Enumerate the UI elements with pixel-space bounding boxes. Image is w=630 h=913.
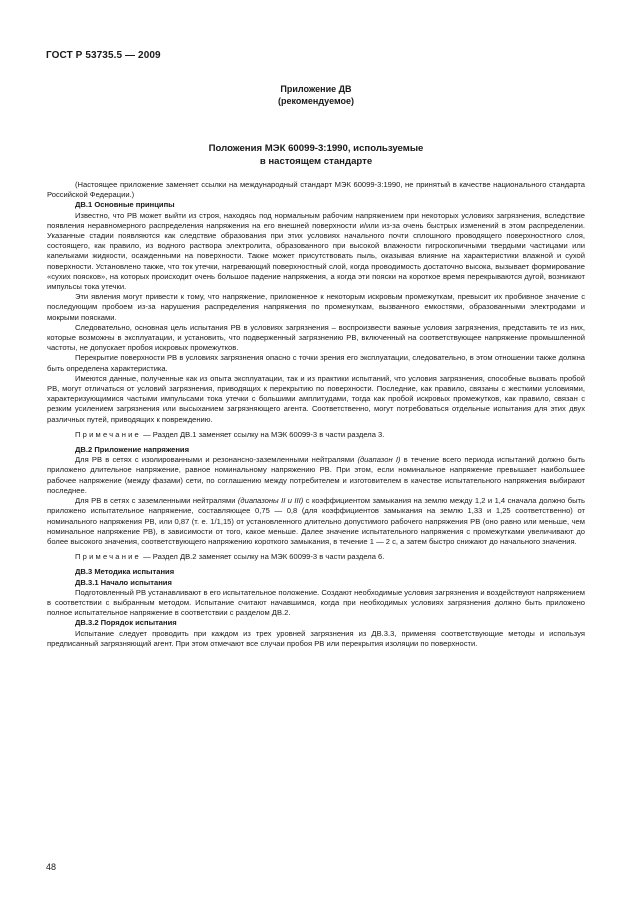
section-heading-db1: ДВ.1 Основные принципы xyxy=(75,200,175,210)
standard-code: ГОСТ Р 53735.5 — 2009 xyxy=(46,50,161,61)
annex-title-line-1: Положения МЭК 60099-3:1990, используемые xyxy=(208,143,424,154)
section-heading-db3: ДВ.3 Методика испытания xyxy=(75,567,175,577)
annex-type: (рекомендуемое) xyxy=(278,96,354,106)
note-text: — Раздел ДВ.1 заменяет ссылку на МЭК 60099-3 в части раздела 3. xyxy=(140,429,385,439)
paragraph xyxy=(47,496,585,547)
document-body xyxy=(47,180,585,649)
subsection-heading-db3-1: ДВ.3.1 Начало испытания xyxy=(75,577,172,587)
text-run: в течение всего периода испытаний должно быть приложено длительное напряжение, равное номинальному напряжению РВ. При этом, если номинальное напряжение превышает наибольшее рабочее напряжение (между фазами) сети, по соглашению между потребителем и изготовителем в качестве испытательного напряжения выбирают последнее. xyxy=(47,455,586,495)
note-label: Примечание xyxy=(75,552,141,562)
note-text: — Раздел ДВ.2 заменяет ссылку на МЭК 60099-3 в части раздела 6. xyxy=(140,552,385,562)
subsection-heading-db3-2: ДВ.3.2 Порядок испытания xyxy=(75,618,177,628)
page-number: 48 xyxy=(46,862,57,872)
text-run: с коэффициентом замыкания на землю между 1,2 и 1,4 сначала должно быть приложено испытательное напряжение, составляющее 0,75 — 0,8 (для коэффициентов замыкания на землю 1,33 и 1,25 соответственно) от номинального напряжения РВ, или 0,87 (т. е. 1/1,15) от установленного длительно допустимого рабочего напряжения РВ (оно равно или меньше, чем номинальное напряжение РВ), в зависимости от того, какое меньше. Далее значение испытательного напряжения с промежутками увеличивают до более высокого значения, соответствующего напряжению короткого замыкания, в течение 1 — 2 с, а затем быстро снижают до начального значения. xyxy=(47,496,585,546)
paragraph: Известно, что РВ может выйти из строя, находясь под нормальным рабочим напряжением при некоторых условиях загрязнения, вследствие появления неравномерного распределения напряжения на его внешней поверхности и/или из-за очень быстрых изменений в этом распределении. Указанные стадии появляются как следствие образования при этих условиях начального почти сплошного проводящего поверхностного слоя, состоящего, как правило, из водного раствора электролита, образованного при высокой влажности гигроскопичными твердыми частицами или капельками жидкости, осажденными на поверхности. Также может присутствовать пыль, оказывая влияние на характеристики влажной и сухой поверхности. Установлено также, что ток утечки, нагревающий поверхностный слой, когда проводимость достаточно высока, вызывает формирование «сухих поясков», на которых происходит очень большое падение напряжения, а когда эти пояски на короткое время перекрываются дугой, возникают импульсы тока утечки. xyxy=(47,210,585,292)
note-label: Примечание xyxy=(75,429,141,439)
range-italic: (диапазоны II и III) xyxy=(237,496,304,506)
annex-label: Приложение ДВ xyxy=(280,84,352,94)
intro-paragraph: (Настоящее приложение заменяет ссылки на международный стандарт МЭК 60099-3:1990, не принятый в качестве национального стандарта Российской Федерации.) xyxy=(47,180,585,200)
paragraph: Перекрытие поверхности РВ в условиях загрязнения опасно с точки зрения его эксплуатации, следовательно, в этом отношении также должна быть определена характеристика. xyxy=(47,353,585,373)
note-db2 xyxy=(47,552,585,562)
text-run: Для РВ в сетях с заземленными нейтралями xyxy=(75,496,238,506)
annex-title xyxy=(46,142,586,168)
paragraph xyxy=(47,455,585,496)
paragraph: Эти явления могут привести к тому, что напряжение, приложенное к некоторым искровым промежуткам, превысит их пробивное значение с последующим пробоем из-за нарушения распределения напряжения по промежуткам, вызванного емкостями, образованными электродами и мокрыми поясками. xyxy=(47,292,585,322)
range-italic: (диапазон I) xyxy=(357,455,401,465)
section-heading-db2: ДВ.2 Приложение напряжения xyxy=(75,445,190,455)
paragraph: Имеются данные, полученные как из опыта эксплуатации, так и из практики испытаний, что условия загрязнения, способные вызвать пробой РВ, могут отличаться от условий загрязнения, приводящих к перекрытию по поверхности. Последние, как правило, связаны с жесткими условиями, характеризующимися частыми импульсами тока утечки с большими амплитудами, тогда как пробой искровых промежутков, как правило, связан с резким усилением загрязнения или высыханием загрязняющего агента. Соответственно, могут потребоваться отдельные испытания для этих двух различных путей, приводящих к повреждению. xyxy=(47,373,585,424)
note-db1 xyxy=(47,430,585,440)
annex-heading xyxy=(46,83,586,107)
paragraph: Испытание следует проводить при каждом из трех уровней загрязнения из ДВ.3.3, применяя соответствующие методы и используя предписанный загрязняющий агент. При этом отмечают все случаи пробоя РВ или перекрытия изоляции по поверхности. xyxy=(47,628,585,648)
paragraph: Следовательно, основная цель испытания РВ в условиях загрязнения – воспроизвести важные условия загрязнения, представить те из них, которые возможны в эксплуатации, и установить, что подверженный загрязнению РВ, включенный на соответствующее напряжение промышленной частоты, не допускает пробоя искровых промежутков. xyxy=(47,322,585,353)
paragraph: Подготовленный РВ устанавливают в его испытательное положение. Создают необходимые условия загрязнения и воздействуют напряжением в соответствии с выбранным методом. Испытание считают начавшимся, когда при необходимых условиях загрязнения должно быть приложено полное испытательное напряжение в соответствии с разделом ДВ.2. xyxy=(47,587,585,618)
text-run: Для РВ в сетях с изолированными и резонансно-заземленными нейтралями xyxy=(75,455,358,465)
annex-title-line-2: в настоящем стандарте xyxy=(259,156,373,167)
